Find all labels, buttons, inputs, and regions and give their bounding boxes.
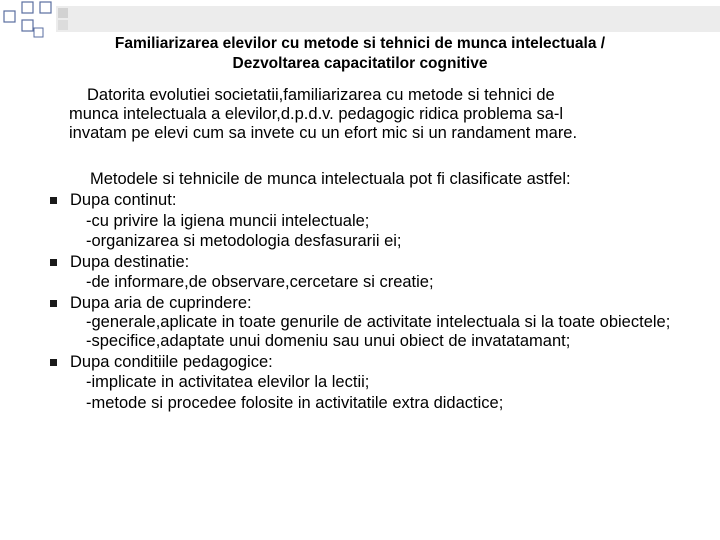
title-line-1: Familiarizarea elevilor cu metode si tehnici de munca intelectuala /	[114, 35, 606, 52]
sub-item: -de informare,de observare,cercetare si creatie;	[86, 273, 434, 291]
list-item-label: Dupa destinatie:	[70, 252, 190, 271]
list-item-label: Dupa conditiile pedagogice:	[70, 352, 273, 371]
intro-paragraph	[69, 86, 669, 143]
classification-list	[50, 190, 700, 413]
sub-item: -organizarea si metodologia desfasurarii ei;	[86, 232, 402, 250]
square-bullet-icon	[50, 259, 57, 266]
list-item-label: Dupa continut:	[70, 191, 177, 209]
sub-item: -cu privire la igiena muncii intelectuale;	[86, 211, 370, 230]
paragraph-line-2: munca intelectuala a elevilor,d.p.d.v. pedagogic ridica problema sa-l	[69, 105, 564, 123]
sub-item: -specifice,adaptate unui domeniu sau unui obiect de invatatamant;	[86, 332, 571, 350]
slide-title	[28, 34, 692, 74]
paragraph-line-1: Datorita evolutiei societatii,familiarizarea cu metode si tehnici de	[87, 86, 555, 104]
list-item	[50, 252, 700, 293]
classification-intro: Metodele si tehnicile de munca intelectuala pot fi clasificate astfel:	[90, 170, 571, 188]
list-item	[50, 352, 700, 414]
sub-item: -metode si procedee folosite in activitatile extra didactice;	[86, 393, 504, 412]
list-item	[50, 190, 700, 252]
list-item-label: Dupa aria de cuprindere:	[70, 293, 252, 312]
square-bullet-icon	[50, 300, 57, 307]
square-bullet-icon	[50, 359, 57, 366]
list-item	[50, 293, 700, 352]
title-line-2: Dezvoltarea capacitatilor cognitive	[232, 55, 488, 72]
paragraph-line-3: invatam pe elevi cum sa invete cu un efort mic si un randament mare.	[69, 124, 578, 142]
sub-item: -generale,aplicate in toate genurile de activitate intelectuala si la toate obiectele;	[86, 313, 671, 331]
square-bullet-icon	[50, 197, 57, 204]
sub-item: -implicate in activitatea elevilor la lectii;	[86, 373, 370, 391]
